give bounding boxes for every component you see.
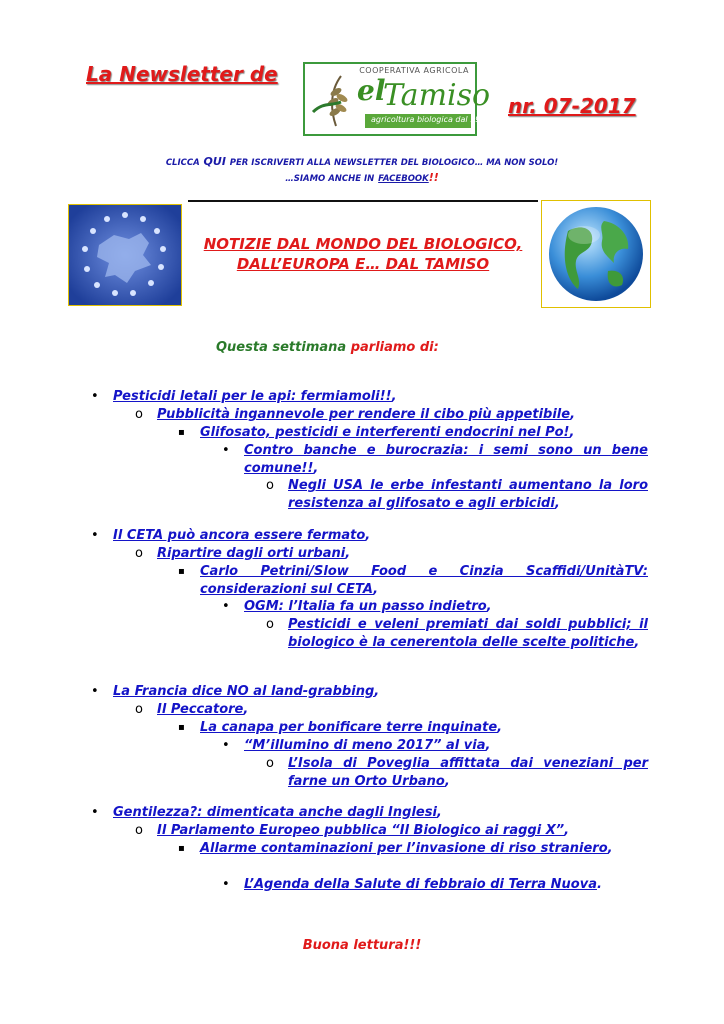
closing-text: Buona lettura!!!: [302, 938, 422, 953]
list-item: [244, 598, 648, 616]
tamiso-logo[interactable]: [303, 62, 491, 136]
comma: ,: [365, 528, 371, 543]
list-item: [113, 683, 648, 701]
logo-el-text: el: [357, 74, 386, 107]
comma: ,: [391, 389, 397, 404]
article-link[interactable]: “M’illumino di meno 2017” al via: [244, 738, 486, 753]
article-link[interactable]: Ripartire dagli orti urbani: [157, 546, 346, 561]
list-item: [244, 442, 648, 478]
comma: ,: [374, 684, 380, 699]
article-link[interactable]: Allarme contaminazioni per l’invasione di riso straniero: [200, 841, 608, 856]
grain-icon: [311, 72, 361, 128]
subscribe-line: [0, 155, 724, 168]
comma: ,: [485, 738, 491, 753]
bullet-l1: •: [91, 528, 99, 543]
comma: ,: [313, 461, 319, 476]
globe-icon: [542, 201, 650, 307]
comma: ,: [607, 841, 613, 856]
comma: ,: [554, 496, 560, 511]
bullet-l2: o: [135, 702, 143, 717]
list-item: [113, 527, 648, 545]
list-item: [288, 477, 648, 513]
intro-week: Questa settimana: [216, 340, 347, 355]
article-link[interactable]: Pesticidi letali per le api: fermiamoli!!: [113, 389, 392, 404]
bullet-l4: •: [222, 877, 230, 892]
europe-map-icon: [69, 205, 181, 305]
article-link[interactable]: OGM: l’Italia fa un passo indietro: [244, 599, 487, 614]
list-item: [244, 876, 648, 894]
facebook-bang: !!: [428, 171, 439, 184]
comma: ,: [486, 599, 492, 614]
article-link[interactable]: Il Peccatore: [157, 702, 244, 717]
bullet-l4: •: [222, 443, 230, 458]
article-link[interactable]: L’Isola di Poveglia affittata dai veneziani per farne un Orto Urbano: [288, 756, 648, 789]
facebook-line: [0, 171, 724, 184]
article-link[interactable]: Il CETA può ancora essere fermato: [113, 528, 366, 543]
bullet-l1: •: [91, 389, 99, 404]
comma: ,: [570, 407, 576, 422]
list-item: [157, 822, 648, 840]
list-item: [244, 737, 648, 755]
list-item: [288, 755, 648, 791]
comma: ,: [243, 702, 249, 717]
article-link[interactable]: Glifosato, pesticidi e interferenti endocrini nel Po!: [200, 425, 570, 440]
article-link[interactable]: Negli USA le erbe infestanti aumentano la loro resistenza al glifosato e agli erbicidi: [288, 478, 648, 511]
bullet-l4: •: [222, 738, 230, 753]
logo-coop-text: COOPERATIVA AGRICOLA: [359, 66, 469, 75]
comma: ,: [345, 546, 351, 561]
article-link[interactable]: Contro banche e burocrazia: i semi sono un bene comune!!: [244, 443, 648, 476]
bullet-l2: o: [135, 823, 143, 838]
article-link[interactable]: Gentilezza?: dimenticata anche dagli Inglesi: [113, 805, 437, 820]
list-item: [113, 388, 648, 406]
article-link[interactable]: Pesticidi e veleni premiati dai soldi pubblici; il biologico è la cenerentola delle scelte politiche: [288, 617, 648, 650]
facebook-prefix: …SIAMO ANCHE IN: [285, 174, 375, 184]
subscribe-rest: PER ISCRIVERTI ALLA NEWSLETTER DEL BIOLOGICO… MA NON SOLO!: [229, 158, 559, 168]
bullet-l1: •: [91, 805, 99, 820]
article-link[interactable]: Carlo Petrini/Slow Food e Cinzia Scaffidi/UnitàTV: considerazioni sul CETA: [200, 564, 648, 597]
intro-line: [216, 340, 439, 355]
list-item: [157, 701, 648, 719]
bullet-l3: ▪: [178, 722, 185, 733]
bullet-l3: ▪: [178, 566, 185, 577]
main-title: NOTIZIE DAL MONDO DEL BIOLOGICO, DALL’EUROPA E… DAL TAMISO: [203, 235, 523, 273]
issue-number: nr. 07-2017: [508, 94, 636, 118]
list-item: [157, 406, 648, 424]
logo-tagline: agricoltura biologica dal 1984: [371, 115, 491, 124]
article-link[interactable]: La canapa per bonificare terre inquinate: [200, 720, 498, 735]
list-item: [200, 563, 648, 599]
period: .: [596, 877, 602, 892]
europe-image: [68, 204, 182, 306]
list-item: [200, 424, 648, 442]
article-link[interactable]: Il Parlamento Europeo pubblica “Il Biologico ai raggi X”: [157, 823, 565, 838]
article-link[interactable]: La Francia dice NO al land-grabbing: [113, 684, 375, 699]
list-item: [288, 616, 648, 652]
subscribe-qui-link[interactable]: QUI: [203, 155, 226, 168]
bullet-l3: ▪: [178, 843, 185, 854]
bullet-l1: •: [91, 684, 99, 699]
bullet-l2: o: [135, 407, 143, 422]
bullet-l5: o: [266, 756, 274, 771]
subscribe-clicca: CLICCA: [165, 158, 200, 168]
comma: ,: [569, 425, 575, 440]
article-link[interactable]: L’Agenda della Salute di febbraio di Terra Nuova: [244, 877, 597, 892]
globe-image: [541, 200, 651, 308]
comma: ,: [497, 720, 503, 735]
bullet-l3: ▪: [178, 427, 185, 438]
facebook-link[interactable]: FACEBOOK: [378, 174, 429, 184]
list-item: [157, 545, 648, 563]
bullet-l5: o: [266, 478, 274, 493]
list-item: [200, 719, 648, 737]
comma: ,: [444, 774, 450, 789]
comma: ,: [436, 805, 442, 820]
divider: [188, 200, 538, 202]
logo-name-text: Tamiso: [383, 78, 491, 113]
bullet-l5: o: [266, 617, 274, 632]
intro-parliamo: parliamo di:: [350, 340, 439, 355]
list-item: [113, 804, 648, 822]
bullet-l2: o: [135, 546, 143, 561]
comma: ,: [634, 635, 640, 650]
list-item: [200, 840, 648, 858]
newsletter-title: La Newsletter de: [86, 62, 278, 86]
comma: ,: [373, 582, 379, 597]
bullet-l4: •: [222, 599, 230, 614]
comma: ,: [564, 823, 570, 838]
article-link[interactable]: Pubblicità ingannevole per rendere il cibo più appetibile: [157, 407, 571, 422]
